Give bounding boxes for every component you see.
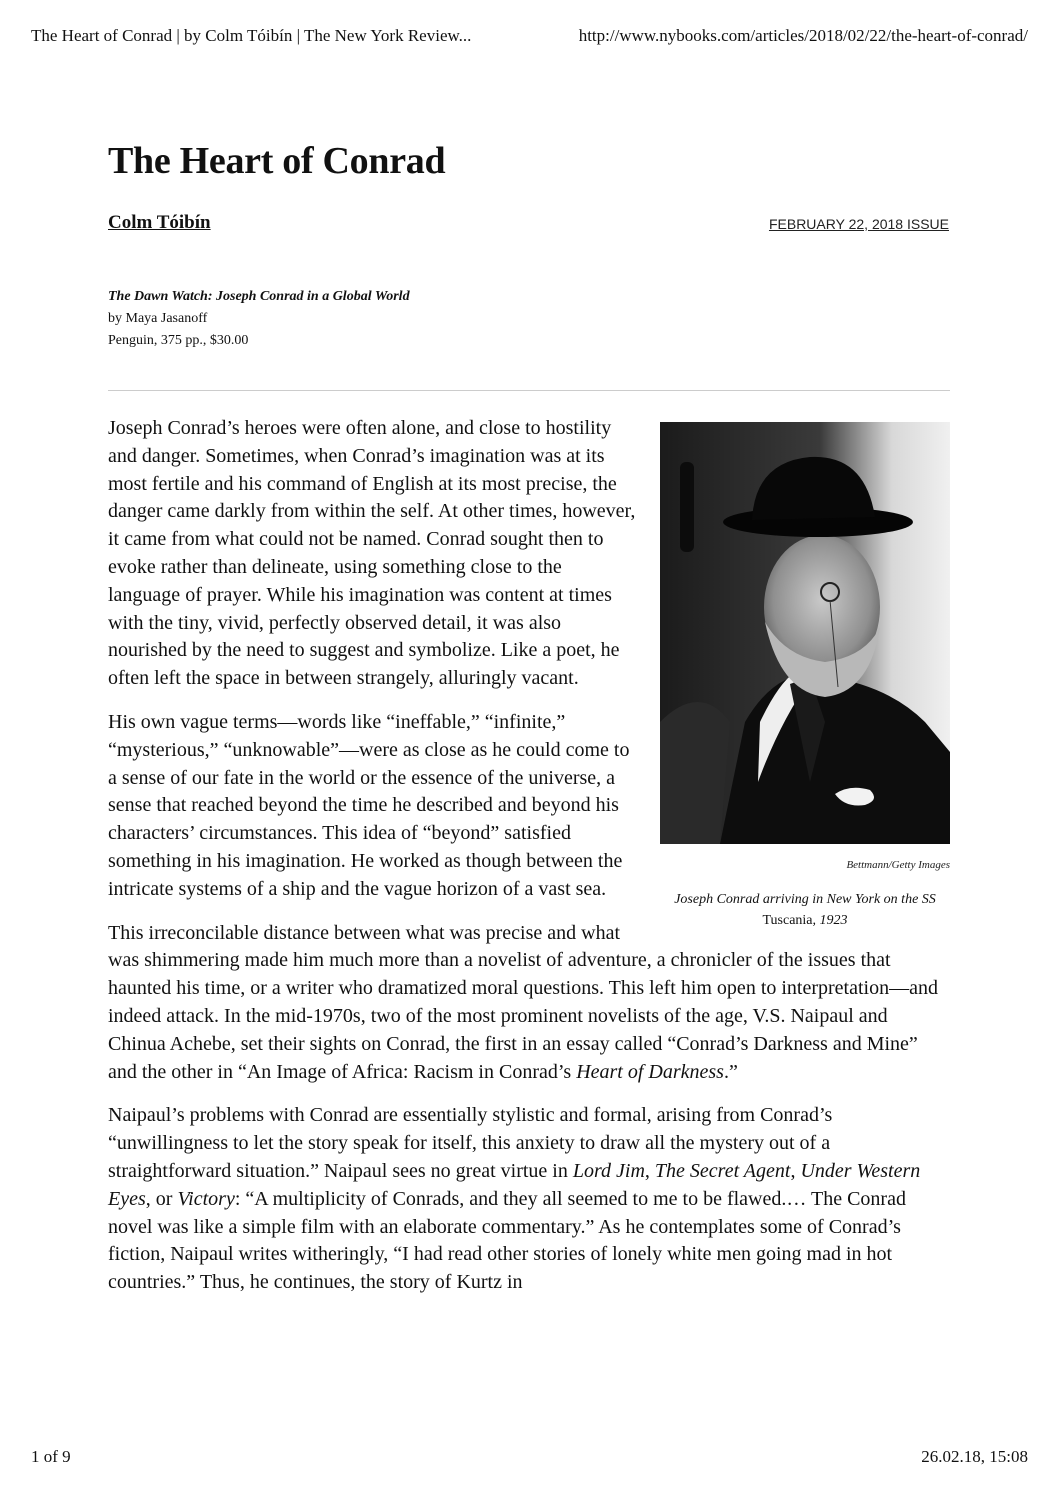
print-header	[31, 26, 1028, 46]
paragraph-2: His own vague terms—words like “ineffable,” “infinite,” “mysterious,” “unknowable”—were as close as he could come to a sense of our fate in the world or the essence of the universe, a sense that reached beyond the time he described and beyond his characters’ circumstances. This idea of “beyond” satisfied something in his imagination. He worked as though between the intricate systems of a ship and the vague horizon of a vast sea.	[108, 710, 630, 900]
print-footer	[31, 1447, 1028, 1467]
photo-credit: Bettmann/Getty Images	[846, 859, 950, 871]
print-timestamp: 26.02.18, 15:08	[921, 1447, 1028, 1466]
portrait-photo	[660, 422, 950, 844]
page-number: 1 of 9	[31, 1447, 71, 1466]
figure	[660, 422, 950, 931]
issue-link[interactable]: FEBRUARY 22, 2018 ISSUE	[768, 216, 949, 232]
book-author: by Maya Jasanoff	[108, 311, 208, 326]
book-title-under-western-eyes: Under Western Eyes	[108, 1159, 921, 1210]
paragraph-4-end: : “A multiplicity of Conrads, and they all seemed to me to be flawed.… The Conrad novel was like a simple film with an elaborate commentary.” As he contemplates some of Conrad’s fiction, Naipaul writes witheringly, “I had read other stories of lonely white men going mad in hot countries.” Thus, he continues, the story of Kurtz in	[108, 1187, 906, 1294]
article-body	[108, 415, 950, 1313]
paragraph-4-text: Naipaul’s problems with Conrad are essentially stylistic and formal, arising from Conrad’s “unwillingness to let the story speak for itself, this anxiety to draw all the mystery out of a straightforward situation.” Naipaul sees no great virtue in	[108, 1104, 833, 1182]
author-link[interactable]: Colm Tóibín	[108, 212, 211, 233]
caption-text: Joseph Conrad arriving in New York on the SS	[674, 891, 936, 907]
print-header-title: The Heart of Conrad | by Colm Tóibín | The New York Review...	[31, 26, 472, 45]
separator: ,	[790, 1159, 801, 1182]
paragraph-1: Joseph Conrad’s heroes were often alone, and close to hostility and danger. Sometimes, when Conrad’s imagination was at its most fertile and his command of English at its most precise, the danger came darkly from within the self. At other times, however, it came from what could not be named. Conrad sought then to evoke rather than delineate, using something close to the language of prayer. While his imagination was content at times with the tiny, vivid, perfectly observed detail, it was also nourished by the need to suggest and symbolize. Like a poet, he often left the space in between strangely, alluringly vacant.	[108, 417, 636, 690]
book-info	[108, 286, 410, 352]
book-publisher: Penguin, 375 pp., $30.00	[108, 333, 249, 348]
paragraph-4	[108, 1102, 950, 1297]
book-title-lord-jim: Lord Jim	[572, 1159, 645, 1182]
paragraph-3-text: This irreconcilable distance between what was precise and what was shimmering made him much more than a novelist of adventure, a chronicler of the issues that haunted his time, or a writer who dramatized moral questions. This left him open to interpretation—and indeed attack. In the mid-1970s, two of the most prominent novelists of the age, V.S. Naipaul and Chinua Achebe, set their sights on Conrad, the first in an essay called “Conrad’s Darkness and Mine” and the other in “An Image of Africa: Racism in Conrad’s	[108, 921, 938, 1083]
photo-caption	[660, 889, 950, 931]
print-header-url[interactable]: http://www.nybooks.com/articles/2018/02/22/the-heart-of-conrad/	[578, 26, 1028, 45]
paragraph-3	[108, 920, 950, 1087]
book-title-secret-agent: The Secret Agent	[654, 1159, 791, 1182]
book-title-victory: Victory	[177, 1187, 235, 1210]
book-title: The Dawn Watch: Joseph Conrad in a Global World	[108, 289, 410, 304]
paragraph-3-end: .”	[723, 1060, 738, 1083]
separator: ,	[644, 1159, 655, 1182]
caption-year: , 1923	[812, 912, 848, 928]
article-title: The Heart of Conrad	[108, 140, 446, 182]
separator: , or	[145, 1187, 178, 1210]
book-title-heart-of-darkness: Heart of Darkness	[576, 1060, 724, 1083]
divider	[108, 390, 950, 391]
caption-ship: Tuscania	[762, 912, 813, 928]
